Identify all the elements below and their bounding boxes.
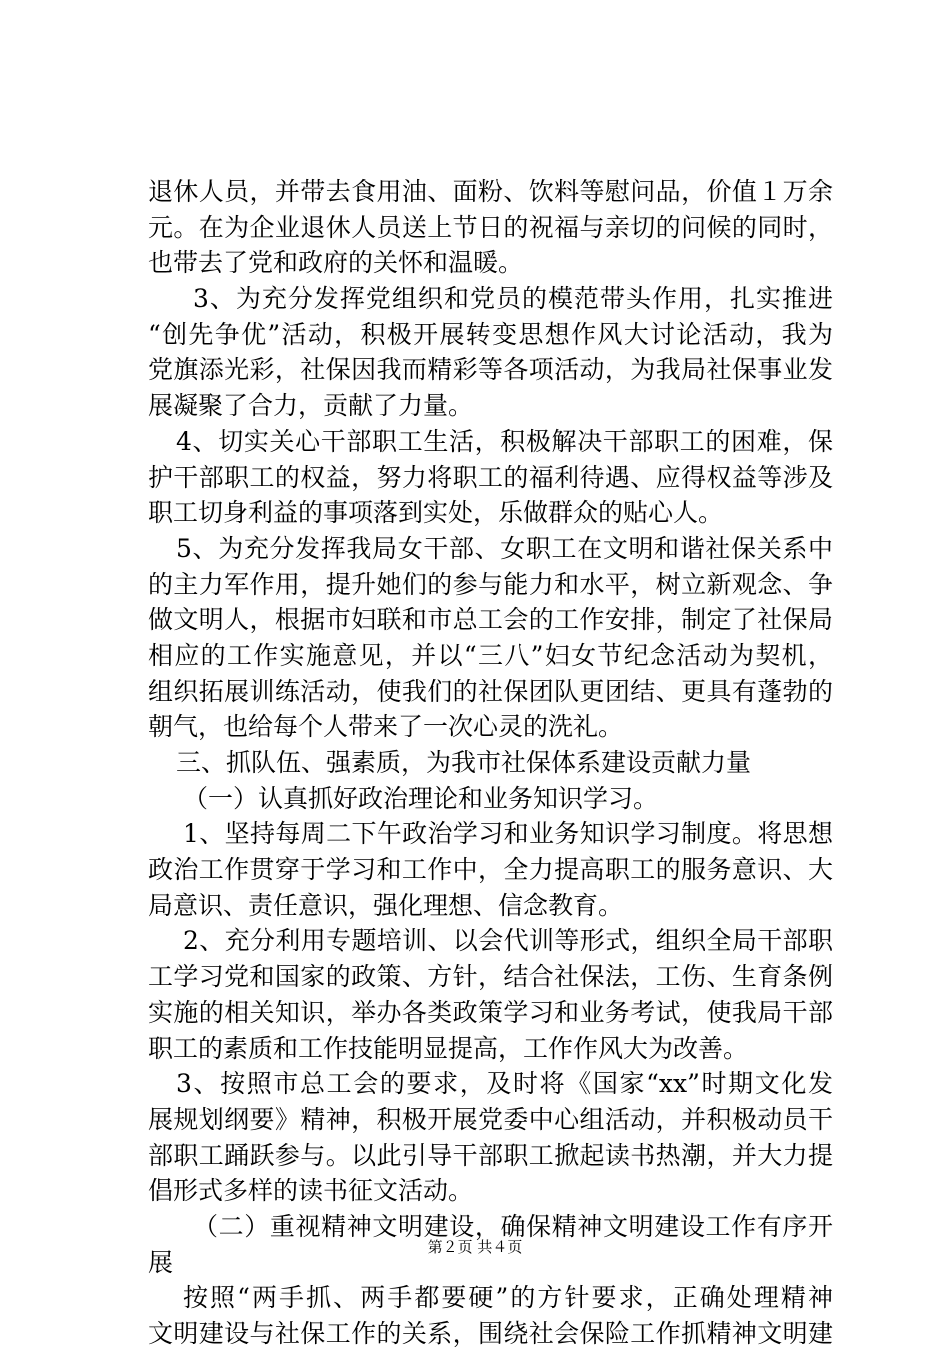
text-line: 倡形式多样的读书征文活动。 (148, 1176, 474, 1206)
text-line: 的主力军作用，提升她们的参与能力和水平，树立新观念、争 (148, 569, 833, 599)
text-line: 做文明人，根据市妇联和市总工会的工作安排，制定了社保局 (148, 605, 833, 635)
text-line: 局意识、责任意识，强化理想、信念教育。 (148, 890, 624, 920)
page-number: 第２页 共４页 (427, 1238, 523, 1256)
text-line: 1、坚持每周二下午政治学习和业务知识学习制度。将思想 (183, 819, 833, 849)
text-line: “创先争优”活动，积极开展转变思想作风大讨论活动，我为 (148, 319, 833, 349)
text-line: 文明建设与社保工作的关系，围绕社会保险工作抓精神文明建 (148, 1319, 833, 1348)
section-heading: 三、抓队伍、强素质，为我市社保体系建设贡献力量 (176, 748, 752, 777)
page-footer (0, 1236, 950, 1257)
text-line: 工学习党和国家的政策、方针，结合社保法，工伤、生育条例 (148, 962, 833, 992)
text-line: 展凝聚了合力，贡献了力量。 (148, 391, 474, 421)
text-line: 展规划纲要》精神，积极开展党委中心组活动，并积极动员干 (148, 1104, 833, 1134)
text-line: 按照“两手抓、两手都要硬”的方针要求，正确处理精神 (183, 1283, 833, 1313)
text-line: 政治工作贯穿于学习和工作中，全力提高职工的服务意识、大 (148, 855, 833, 885)
text-line: 组织拓展训练活动，使我们的社保团队更团结、更具有蓬勃的 (148, 676, 833, 706)
subsection-heading: （二）重视精神文明建设，确保精神文明建设工作有序开 (193, 1211, 833, 1241)
text-line: 元。在为企业退休人员送上节日的祝福与亲切的问候的同时， (148, 212, 833, 242)
text-line: 2、充分利用专题培训、以会代训等形式，组织全局干部职 (183, 926, 833, 956)
text-line: 退休人员，并带去食用油、面粉、饮料等慰问品，价值１万余 (148, 177, 833, 206)
subsection-heading: 展 (148, 1247, 174, 1277)
text-line: 职工的素质和工作技能明显提高，工作作风大为改善。 (148, 1033, 749, 1063)
text-line: 护干部职工的权益，努力将职工的福利待遇、应得权益等涉及 (148, 462, 833, 492)
text-line: 职工切身利益的事项落到实处，乐做群众的贴心人。 (148, 498, 724, 528)
text-line: 部职工踊跃参与。以此引导干部职工掀起读书热潮，并大力提 (148, 1140, 833, 1170)
text-line: 3、为充分发挥党组织和党员的模范带头作用，扎实推进 (193, 284, 833, 314)
text-line: 相应的工作实施意见，并以“三八”妇女节纪念活动为契机， (148, 640, 833, 670)
document-body (148, 174, 833, 1352)
subsection-heading: （一）认真抓好政治理论和业务知识学习。 (183, 783, 659, 813)
text-line: 3、按照市总工会的要求，及时将《国家“xx”时期文化发 (176, 1069, 833, 1099)
text-line: 实施的相关知识，举办各类政策学习和业务考试，使我局干部 (148, 997, 833, 1027)
text-line: 4、切实关心干部职工生活，积极解决干部职工的困难，保 (176, 426, 833, 456)
text-line: 党旗添光彩，社保因我而精彩等各项活动，为我局社保事业发 (148, 355, 833, 385)
text-line: 朝气，也给每个人带来了一次心灵的洗礼。 (148, 712, 624, 742)
text-line: 也带去了党和政府的关怀和温暖。 (148, 248, 524, 278)
text-line: 5、为充分发挥我局女干部、女职工在文明和谐社保关系中 (176, 533, 833, 563)
